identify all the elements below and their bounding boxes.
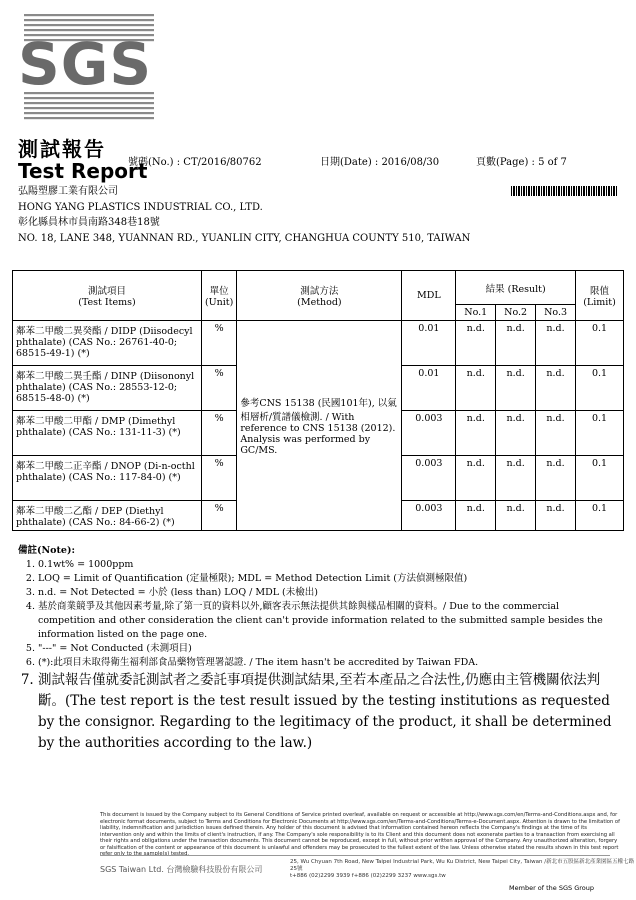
unit-cell: %: [201, 501, 236, 531]
notes-section: [18, 544, 618, 754]
unit-cell: %: [201, 411, 236, 456]
item-cell: 鄰苯二甲酸二乙酯 / DEP (Diethyl phthalate) (CAS No.: 84-66-2) (*): [13, 501, 202, 531]
header-no3: No.3: [536, 305, 576, 321]
member-of-sgs: Member of the SGS Group: [509, 884, 595, 892]
barcode: [511, 186, 617, 196]
title-zh: 測試報告: [18, 137, 106, 161]
header-unit: 單位 (Unit): [201, 271, 236, 321]
mdl-cell: 0.003: [402, 411, 456, 456]
unit-cell: %: [201, 366, 236, 411]
result-no3-cell: n.d.: [536, 456, 576, 501]
company-address-zh: 彰化縣員林市員南路348巷18號: [18, 217, 160, 228]
footer-disclaimer: This document is issued by the Company subject to its General Conditions of Service printed overleaf, available on request or accessible at http://www.sgs.com/en/Terms-and-Conditions.aspx and, for electronic format documents, subject to Terms and Conditions for Electronic Documents at http://www.sgs.com/en/Terms-and-Conditions/Terms-e-Document.aspx. Attention is drawn to the limitation of liability, indemnification and jurisdiction issues defined therein. Any holder of this document is advised that information contained hereon reflects the Company's findings at the time of its intervention only and within the limits of client's instruction, if any. The Company's sole responsibility is to its Client and this document does not exonerate parties to a transaction from exercising all their rights and obligations under the transaction documents. This document cannot be reproduced, except in full, without prior written approval of the Company. Any unauthorized alteration, forgery or falsification of the content or appearance of this document is unlawful and offenders may be prosecuted to the fullest extent of the law. Unless otherwise stated the results shown in this test report refer only to the sample(s) tested.: [100, 812, 620, 857]
mdl-cell: 0.003: [402, 456, 456, 501]
notes-list: [18, 558, 618, 754]
result-no1-cell: n.d.: [456, 501, 496, 531]
item-cell: 鄰苯二甲酸二正辛酯 / DNOP (Di-n-octhl phthalate) (CAS No.: 117-84-0) (*): [13, 456, 202, 501]
footer-divider: [100, 855, 610, 856]
notes-title: 備註(Note):: [18, 545, 75, 556]
mdl-cell: 0.01: [402, 366, 456, 411]
method-cell: 參考CNS 15138 (民國101年), 以氣相層析/質譜儀檢測. / With reference to CNS 15138 (2012). Analysis was performed by GC/MS.: [237, 321, 402, 531]
limit-cell: 0.1: [576, 366, 624, 411]
mdl-cell: 0.01: [402, 321, 456, 366]
report-date: 日期(Date) : 2016/08/30: [320, 157, 440, 168]
result-no2-cell: n.d.: [496, 501, 536, 531]
header-result: 結果 (Result): [456, 271, 576, 305]
results-table: [12, 270, 624, 531]
result-no3-cell: n.d.: [536, 501, 576, 531]
footer-company: SGS Taiwan Ltd. 台灣檢驗科技股份有限公司: [100, 865, 263, 874]
header-mdl: MDL: [402, 271, 456, 321]
header-limit: 限值 (Limit): [576, 271, 624, 321]
table-row: [13, 321, 624, 366]
note-item: 7. 測試報告僅就委託測試者之委託事項提供測試結果,至若本產品之合法性,仍應由主管機關依法判斷。(The test report is the test result issued by the testing institutions as requested by the consignor. Regarding to the legitimacy of the product, it shall be determined by the authorities according to the law.): [38, 670, 618, 754]
unit-cell: %: [201, 456, 236, 501]
header-no2: No.2: [496, 305, 536, 321]
result-no3-cell: n.d.: [536, 411, 576, 456]
note-item: 1. 0.1wt% = 1000ppm: [38, 558, 618, 572]
limit-cell: 0.1: [576, 411, 624, 456]
footer-address: 25, Wu Chyuan 7th Road, New Taipei Industrial Park, Wu Ku District, New Taipei City, Taiwan /新北市五股區新北產業園區五權七路25號 t+886 (02)2299 3939 f+886 (02)2299 3237 www.sgs.tw: [290, 859, 635, 879]
header-no1: No.1: [456, 305, 496, 321]
limit-cell: 0.1: [576, 456, 624, 501]
note-item: 3. n.d. = Not Detected = 小於 (less than) LOQ / MDL (未檢出): [38, 586, 618, 600]
title-en: Test Report: [18, 159, 148, 183]
result-no2-cell: n.d.: [496, 321, 536, 366]
result-no1-cell: n.d.: [456, 456, 496, 501]
item-cell: 鄰苯二甲酸二甲酯 / DMP (Dimethyl phthalate) (CAS No.: 131-11-3) (*): [13, 411, 202, 456]
header-test-items: 測試項目 (Test Items): [13, 271, 202, 321]
note-item: 5. "---" = Not Conducted (未測項目): [38, 642, 618, 656]
item-cell: 鄰苯二甲酸二異壬酯 / DINP (Diisononyl phthalate) (CAS No.: 28553-12-0; 68515-48-0) (*): [13, 366, 202, 411]
company-address-en: NO. 18, LANE 348, YUANNAN RD., YUANLIN CITY, CHANGHUA COUNTY 510, TAIWAN: [18, 233, 471, 244]
result-no2-cell: n.d.: [496, 456, 536, 501]
page-number: 頁數(Page) : 5 of 7: [476, 157, 567, 168]
company-name-en: HONG YANG PLASTICS INDUSTRIAL CO., LTD.: [18, 202, 263, 213]
company-name-zh: 弘陽塑膠工業有限公司: [18, 186, 118, 197]
result-no1-cell: n.d.: [456, 411, 496, 456]
sgs-logo-text: SGS: [18, 30, 153, 98]
note-item: 6. (*):此項目未取得衛生福利部食品藥物管理署認證. / The item hasn't be accredited by Taiwan FDA.: [38, 656, 618, 670]
limit-cell: 0.1: [576, 321, 624, 366]
result-no1-cell: n.d.: [456, 321, 496, 366]
unit-cell: %: [201, 321, 236, 366]
limit-cell: 0.1: [576, 501, 624, 531]
result-no3-cell: n.d.: [536, 321, 576, 366]
result-no3-cell: n.d.: [536, 366, 576, 411]
header-method: 測試方法 (Method): [237, 271, 402, 321]
note-item: 2. LOQ = Limit of Quantification (定量極限); MDL = Method Detection Limit (方法偵測極限值): [38, 572, 618, 586]
mdl-cell: 0.003: [402, 501, 456, 531]
result-no2-cell: n.d.: [496, 411, 536, 456]
report-number: 號碼(No.) : CT/2016/80762: [128, 157, 262, 168]
result-no1-cell: n.d.: [456, 366, 496, 411]
item-cell: 鄰苯二甲酸二異癸酯 / DIDP (Diisodecyl phthalate) (CAS No.: 26761-40-0; 68515-49-1) (*): [13, 321, 202, 366]
note-item: 4. 基於商業競爭及其他因素考量,除了第一頁的資料以外,顧客表示無法提供其餘與樣品相關的資料。/ Due to the commercial competition and other consideration the client can't provide information related to the submitted sample besides the information listed on the page one.: [38, 600, 618, 642]
result-no2-cell: n.d.: [496, 366, 536, 411]
